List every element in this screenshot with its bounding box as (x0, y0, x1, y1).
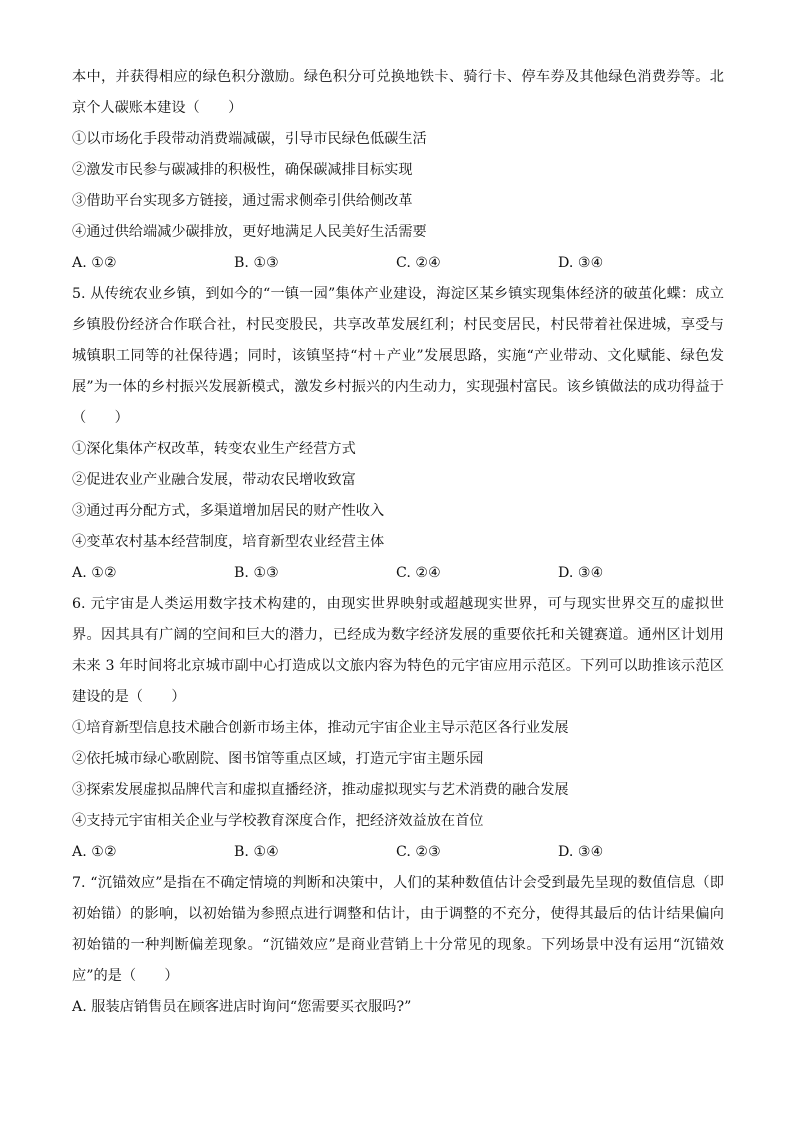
choice-d: D. ③④ (558, 565, 604, 581)
question-5-stem: 5. 从传统农业乡镇，到如今的“一镇一园”集体产业建设，海淀区某乡镇实现集体经济的破茧化蝶：成立乡镇股份经济合作联合社，村民变股民，共享改革发展红利；村民变居民，村民带着社保进城，享受与城镇职工同等的社保待遇；同时，该镇坚持“村＋产业”发展思路，实施“产业带动、文化赋能、绿色发展”为一体的乡村振兴发展新模式，激发乡村振兴的内生动力，实现强村富民。该乡镇做法的成功得益于（ ） (72, 286, 724, 426)
question-6-item-2: ②依托城市绿心歌剧院、图书馆等重点区域，打造元宇宙主题乐园 (72, 751, 484, 767)
question-7-stem: 7. “沉锚效应”是指在不确定情境的判断和决策中，人们的某种数值估计会受到最先呈现的数值信息（即初始锚）的影响，以初始锚为参照点进行调整和估计，由于调整的不充分，使得其最后的估计结果偏向初始锚的一种判断偏差现象。“沉锚效应”是商业营销上十分常见的现象。下列场景中没有运用“沉锚效应”的是（ ） (72, 875, 724, 984)
question-5-item-2: ②促进农业产业融合发展，带动农民增收致富 (72, 472, 356, 488)
choice-a: A. ①② (72, 844, 117, 860)
question-5-item-1: ①深化集体产权改革，转变农业生产经营方式 (72, 441, 356, 457)
choice-d: D. ③④ (558, 844, 604, 860)
question-7 (72, 868, 724, 1023)
question-6-stem: 6. 元宇宙是人类运用数字技术构建的，由现实世界映射或超越现实世界，可与现实世界交互的虚拟世界。因其具有广阔的空间和巨大的潜力，已经成为数字经济发展的重要依托和关键赛道。通州区计划用未来 3 年时间将北京城市副中心打造成以文旅内容为特色的元宇宙应用示范区。下列可以助推该示范区建设的是（ ） (72, 596, 724, 705)
question-7-option-a: A. 服装店销售员在顾客进店时询问“您需要买衣服吗?” (72, 999, 412, 1015)
question-4 (72, 62, 724, 279)
question-6-item-3: ③探索发展虚拟品牌代言和虚拟直播经济，推动虚拟现实与艺术消费的融合发展 (72, 782, 569, 798)
question-6-choices (72, 837, 724, 868)
question-4-stem: 本中，并获得相应的绿色积分激励。绿色积分可兑换地铁卡、骑行卡、停车券及其他绿色消费券等。北京个人碳账本建设（ ） (72, 69, 724, 116)
question-6-item-4: ④支持元宇宙相关企业与学校教育深度合作，把经济效益放在首位 (72, 813, 484, 829)
question-4-item-4: ④通过供给端减少碳排放，更好地满足人民美好生活需要 (72, 224, 427, 240)
question-4-item-2: ②激发市民参与碳减排的积极性，确保碳减排目标实现 (72, 162, 413, 178)
question-5-choices (72, 558, 724, 589)
choice-a: A. ①② (72, 565, 117, 581)
question-4-item-1: ①以市场化手段带动消费端减碳，引导市民绿色低碳生活 (72, 131, 427, 147)
question-5-item-4: ④变革农村基本经营制度，培育新型农业经营主体 (72, 534, 385, 550)
question-6 (72, 589, 724, 868)
question-6-item-1: ①培育新型信息技术融合创新市场主体，推动元宇宙企业主导示范区各行业发展 (72, 720, 569, 736)
question-4-choices (72, 248, 724, 279)
question-5 (72, 279, 724, 589)
choice-c: C. ②④ (396, 255, 441, 271)
choice-b: B. ①③ (234, 255, 279, 271)
choice-c: C. ②③ (396, 844, 441, 860)
choice-b: B. ①③ (234, 565, 279, 581)
choice-a: A. ①② (72, 255, 117, 271)
choice-b: B. ①④ (234, 844, 279, 860)
choice-c: C. ②④ (396, 565, 441, 581)
choice-d: D. ③④ (558, 255, 604, 271)
exam-page (72, 62, 724, 1023)
question-4-item-3: ③借助平台实现多方链接，通过需求侧牵引供给侧改革 (72, 193, 413, 209)
question-5-item-3: ③通过再分配方式，多渠道增加居民的财产性收入 (72, 503, 385, 519)
